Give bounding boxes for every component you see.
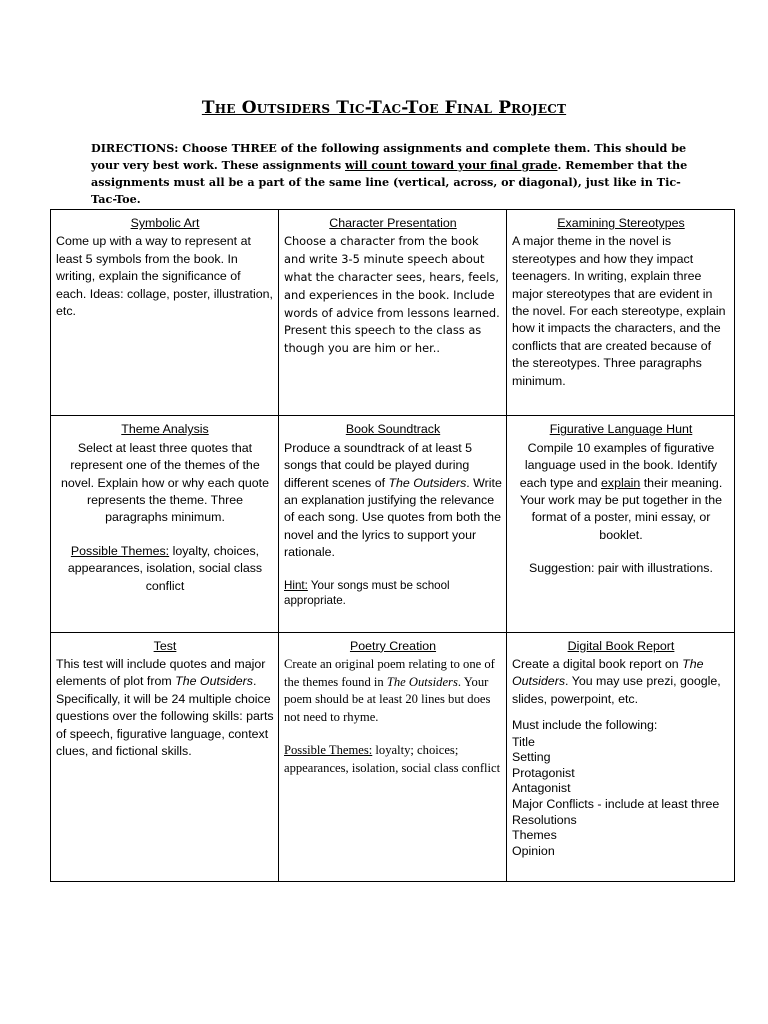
requirements-list bbox=[512, 735, 730, 860]
list-item: Antagonist bbox=[512, 781, 571, 796]
page-title: The Outsiders Tic-Tac-Toe Final Project bbox=[201, 98, 567, 118]
directions-text-2: . Remember that the assignments must all be a part of the same line (vertical, across, or diagonal), just like in Tic-Tac-Toe. bbox=[91, 158, 688, 206]
cell-figurative-language-hunt bbox=[507, 416, 735, 632]
cell-body: A major theme in the novel is stereotypes and how they impact teenagers. In writing, explain three major stereotypes that are evident in the novel. For each stereotype, explain how it impacts the characters, and the conflicts that are created because of the stereotypes. Three paragraphs minimum. bbox=[512, 234, 726, 388]
cell-body bbox=[284, 440, 502, 562]
hint-text: Your songs must be school appropriate. bbox=[284, 578, 450, 608]
cell-test bbox=[51, 632, 279, 881]
suggestion: Suggestion: pair with illustrations. bbox=[529, 561, 713, 576]
cell-symbolic-art bbox=[51, 210, 279, 416]
list-item: Setting bbox=[512, 750, 551, 765]
cell-body bbox=[56, 656, 274, 760]
cell-body bbox=[284, 656, 502, 726]
cell-body-text: Produce a soundtrack of at least 5 songs that could be played during different scenes of bbox=[284, 440, 473, 490]
grid-row bbox=[51, 210, 735, 416]
cell-examining-stereotypes bbox=[507, 210, 735, 416]
cell-digital-book-report bbox=[507, 632, 735, 881]
directions-underlined: will count toward your final grade bbox=[345, 158, 558, 172]
possible-themes-text: loyalty, choices, appearances, isolation, social class conflict bbox=[67, 543, 263, 593]
grid-row bbox=[51, 416, 735, 632]
book-title: The Outsiders bbox=[175, 674, 253, 689]
cell-heading: Character Presentation bbox=[329, 216, 457, 230]
cell-heading: Theme Analysis bbox=[121, 422, 209, 437]
cell-body-text: This test will include quotes and major elements of plot from bbox=[56, 657, 266, 689]
grid-row bbox=[51, 632, 735, 881]
possible-themes-label: Possible Themes: bbox=[70, 543, 170, 558]
tic-tac-toe-grid bbox=[50, 209, 735, 882]
hint-label: Hint: bbox=[284, 578, 308, 592]
cell-body-text: . Specifically, it will be 24 multiple choice questions over the following skills: parts of speech, figurative language, context clues, and fictional skills. bbox=[56, 674, 274, 759]
directions bbox=[91, 140, 691, 208]
directions-text-1: DIRECTIONS: Choose THREE of the following assignments and complete them. This should be your very best work. These assignments bbox=[91, 141, 687, 172]
book-title: The Outsiders bbox=[388, 475, 467, 490]
list-item: Opinion bbox=[512, 843, 555, 858]
cell-body: Choose a character from the book and write 3-5 minute speech about what the character sees, hears, feels, and experiences in the book. Include words of advice from lessons learned. Present this speech to the class as though you are him or her.. bbox=[284, 234, 500, 356]
cell-character-presentation bbox=[279, 210, 507, 416]
cell-body: Come up with a way to represent at least 5 symbols from the book. In writing, explain the significance of each. Ideas: collage, poster, illustration, etc. bbox=[56, 234, 273, 319]
cell-body-text: . You may use prezi, google, slides, powerpoint, etc. bbox=[512, 674, 721, 706]
cell-body-text: their meaning. Your work may be put together in the format of a poster, mini essay, or booklet. bbox=[519, 475, 723, 542]
cell-body-text: Compile 10 examples of figurative language used in the book. Identify each type and bbox=[519, 440, 718, 490]
possible-themes-text: loyalty; choices; appearances, isolation, social class conflict bbox=[284, 743, 501, 775]
cell-theme-analysis bbox=[51, 416, 279, 632]
book-title: The Outsiders bbox=[386, 674, 458, 689]
list-item: Title bbox=[512, 734, 535, 749]
cell-heading: Test bbox=[153, 638, 177, 653]
cell-heading: Figurative Language Hunt bbox=[549, 422, 693, 437]
cell-body-text: . Write an explanation justifying the relevance of each song. Use quotes from both the novel and the lyrics to support your rationale. bbox=[284, 475, 502, 560]
cell-body-text: Create an original poem relating to one of the themes found in bbox=[284, 657, 495, 689]
hint bbox=[284, 578, 502, 609]
possible-themes bbox=[284, 742, 502, 777]
cell-body bbox=[512, 440, 730, 544]
possible-themes bbox=[56, 543, 274, 595]
cell-heading: Book Soundtrack bbox=[345, 422, 441, 437]
cell-heading: Examining Stereotypes bbox=[557, 216, 685, 230]
list-item: Protagonist bbox=[512, 765, 575, 780]
must-include-label: Must include the following: bbox=[512, 718, 658, 733]
possible-themes-label: Possible Themes: bbox=[284, 743, 373, 758]
explain-word: explain bbox=[601, 475, 641, 490]
cell-body bbox=[512, 656, 730, 708]
cell-heading: Poetry Creation bbox=[349, 638, 437, 653]
cell-heading: Symbolic Art bbox=[130, 216, 200, 230]
list-item: Themes bbox=[512, 828, 557, 843]
list-item: Major Conflicts - include at least three bbox=[512, 797, 720, 812]
cell-body-text: . Your poem should be at least 20 lines but does not need to rhyme. bbox=[284, 674, 491, 724]
cell-poetry-creation bbox=[279, 632, 507, 881]
cell-book-soundtrack bbox=[279, 416, 507, 632]
cell-body: Select at least three quotes that represent one of the themes of the novel. Explain how or why each quote represents the theme. Three paragraphs minimum. bbox=[60, 440, 269, 525]
cell-heading: Digital Book Report bbox=[567, 638, 675, 653]
list-item: Resolutions bbox=[512, 812, 577, 827]
book-title: The Outsiders bbox=[512, 657, 704, 689]
cell-body-text: Create a digital book report on bbox=[512, 657, 683, 672]
